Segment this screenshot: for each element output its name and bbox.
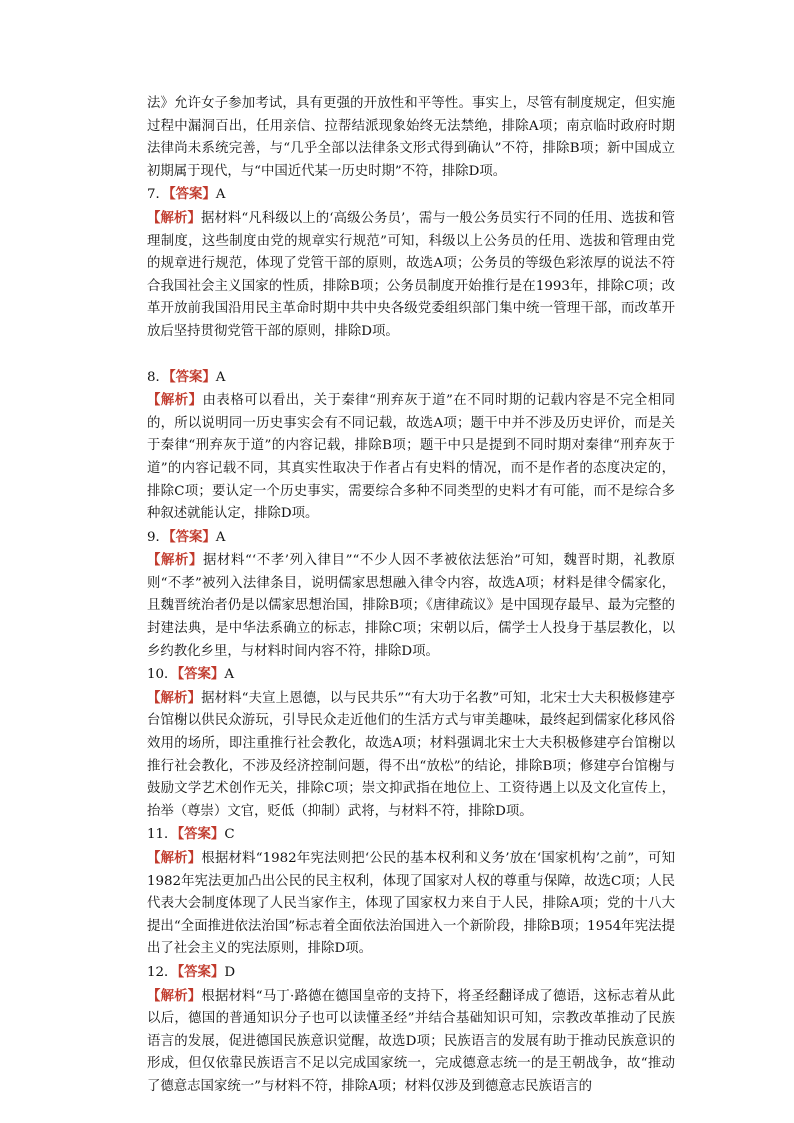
answer-value: A (224, 667, 234, 683)
answer-item-7 (147, 183, 675, 343)
answer-label: 【答案】 (177, 826, 225, 843)
answer-label: 【答案】 (168, 186, 216, 203)
answer-line (147, 663, 675, 687)
analysis-text: 据材料“‘不孝’列入律目”“不少人因不孝被依法惩治”可知，魏晋时期，礼教原则“不孝”被列入法律条目，说明儒家思想融入律令内容，故选A项；材料是律令儒家化，且魏晋统治者仍是以儒家思想治国，排除B项；《唐律疏议》是中国现存最早、最为完整的封建法典，是中华法系确立的标志，排除C项；宋朝以后，儒学士人投身于基层教化，以乡约教化乡里，与材料时间内容不符，排除D项。 (147, 553, 675, 659)
answer-item-12 (147, 961, 675, 1099)
analysis-label: 【解析】 (147, 850, 202, 866)
answer-item-9 (147, 526, 675, 664)
document-page (147, 93, 675, 1099)
analysis-paragraph (147, 847, 675, 961)
answer-line (147, 961, 675, 985)
answer-item-11 (147, 823, 675, 961)
answer-value: A (215, 369, 226, 385)
analysis-paragraph (147, 985, 675, 1099)
analysis-paragraph (147, 207, 675, 344)
question-number: 8． (147, 369, 169, 385)
analysis-label: 【解析】 (147, 392, 203, 409)
answer-label: 【答案】 (177, 666, 225, 683)
answer-value: A (215, 187, 226, 203)
answer-line (147, 366, 675, 390)
answer-label: 【答案】 (168, 528, 216, 545)
analysis-text: 由表格可以看出，关于秦律“刑弃灰于道”在不同时期的记载内容是不完全相同的，所以说明同一历史事实会有不同记载，故选A项；题干中并不涉及历史评价，而是关于秦律“刑弃灰于道”的内容记载，排除B项；题干中只是提到不同时期对秦律“刑弃灰于道”的内容记载不同，其真实性取决于作者占有史料的情况，而不是作者的态度决定的，排除C项；要认定一个历史事实，需要综合多种不同类型的史料才有可能，而不是综合多种叙述就能认定，排除D项。 (147, 393, 675, 522)
question-number: 9． (147, 529, 169, 545)
intro-paragraph: 法》允许女子参加考试，具有更强的开放性和平等性。事实上，尽管有制度规定，但实施过程中漏洞百出，任用亲信、拉帮结派现象始终无法禁绝，排除A项；南京临时政府时期法律尚未系统完善，与“几乎全部以法律条文形式得到确认”不符，排除B项；新中国成立初期属于现代，与“中国近代某一历史时期”不符，排除D项。 (147, 96, 675, 179)
question-number: 11． (147, 827, 178, 843)
answer-value: D (224, 964, 236, 980)
answer-label: 【答案】 (177, 963, 225, 980)
analysis-label: 【解析】 (147, 552, 204, 569)
analysis-paragraph (147, 549, 675, 663)
analysis-text: 根据材料“马丁·路德在德国皇帝的支持下，将圣经翻译成了德语，这标志着从此以后，德国的普通知识分子也可以读懂圣经”并结合基础知识可知，宗教改革推动了民族语言的发展，促进德国民族意识觉醒，故选D项；民族语言的发展有助于推动民族意识的形成，但仅依靠民族语言不足以完成国家统一，完成德意志统一的是王朝战争，故“推动了德意志国家统一”与材料不符，排除A项；材料仅涉及到德意志民族语言的 (147, 988, 675, 1094)
analysis-text: 根据材料“1982年宪法则把‘公民的基本权利和义务’放在‘国家机构’之前”，可知1982年宪法更加凸出公民的民主权利，体现了国家对人权的尊重与保障，故选C项；人民代表大会制度体现了人民当家作主，体现了国家权力来自于人民，排除A项；党的十八大提出“全面推进依法治国”标志着全面依法治国进入一个新阶段，排除B项；1954年宪法提出了社会主义的宪法原则，排除D项。 (147, 851, 675, 957)
question-number: 12． (147, 964, 178, 980)
analysis-label: 【解析】 (147, 209, 201, 226)
answer-line (147, 526, 675, 550)
answer-line (147, 183, 675, 207)
analysis-paragraph (147, 389, 675, 526)
answer-label: 【答案】 (168, 368, 216, 385)
blank-gap (147, 344, 675, 366)
answer-value: A (215, 529, 226, 545)
analysis-text: 据材料“凡科级以上的‘高级公务员’，需与一般公务员实行不同的任用、选拔和管理制度，这些制度由党的规章实行规范”可知，科级以上公务员的任用、选拔和管理由党的规章进行规范，体现了党管干部的原则，故选A项；公务员的等级色彩浓厚的说法不符合我国社会主义国家的性质，排除B项；公务员制度开始推行是在1993年，排除C项；改革开放前我国沿用民主革命时期中共中央各级党委组织部门集中统一管理干部，而改革开放后坚持贯彻党管干部的原则，排除D项。 (147, 210, 676, 339)
analysis-paragraph (147, 687, 675, 824)
question-number: 7． (147, 187, 169, 203)
analysis-label: 【解析】 (147, 689, 202, 706)
analysis-text: 据材料“夫宣上恩德，以与民共乐”“有大功于名教”可知，北宋士大夫积极修建亭台馆榭以供民众游玩，引导民众走近他们的生活方式与审美趣味，最终起到儒家化移风俗效用的场所，即注重推行社会教化，故选A项；材料强调北宋士大夫积极修建亭台馆榭以推行社会教化，不涉及经济控制问题，得不出“放松”的结论，排除B项；修建亭台馆榭与鼓励文学艺术创作无关，排除C项；崇文抑武指在地位上、工资待遇上以及文化宣传上，抬举（尊崇）文官，贬低（抑制）武将，与材料不符，排除D项。 (147, 690, 675, 819)
answer-item-10 (147, 663, 675, 823)
analysis-label: 【解析】 (147, 987, 202, 1004)
answer-value: C (224, 827, 235, 843)
answer-item-8 (147, 366, 675, 526)
answer-line (147, 823, 675, 847)
question-number: 10． (147, 667, 178, 683)
